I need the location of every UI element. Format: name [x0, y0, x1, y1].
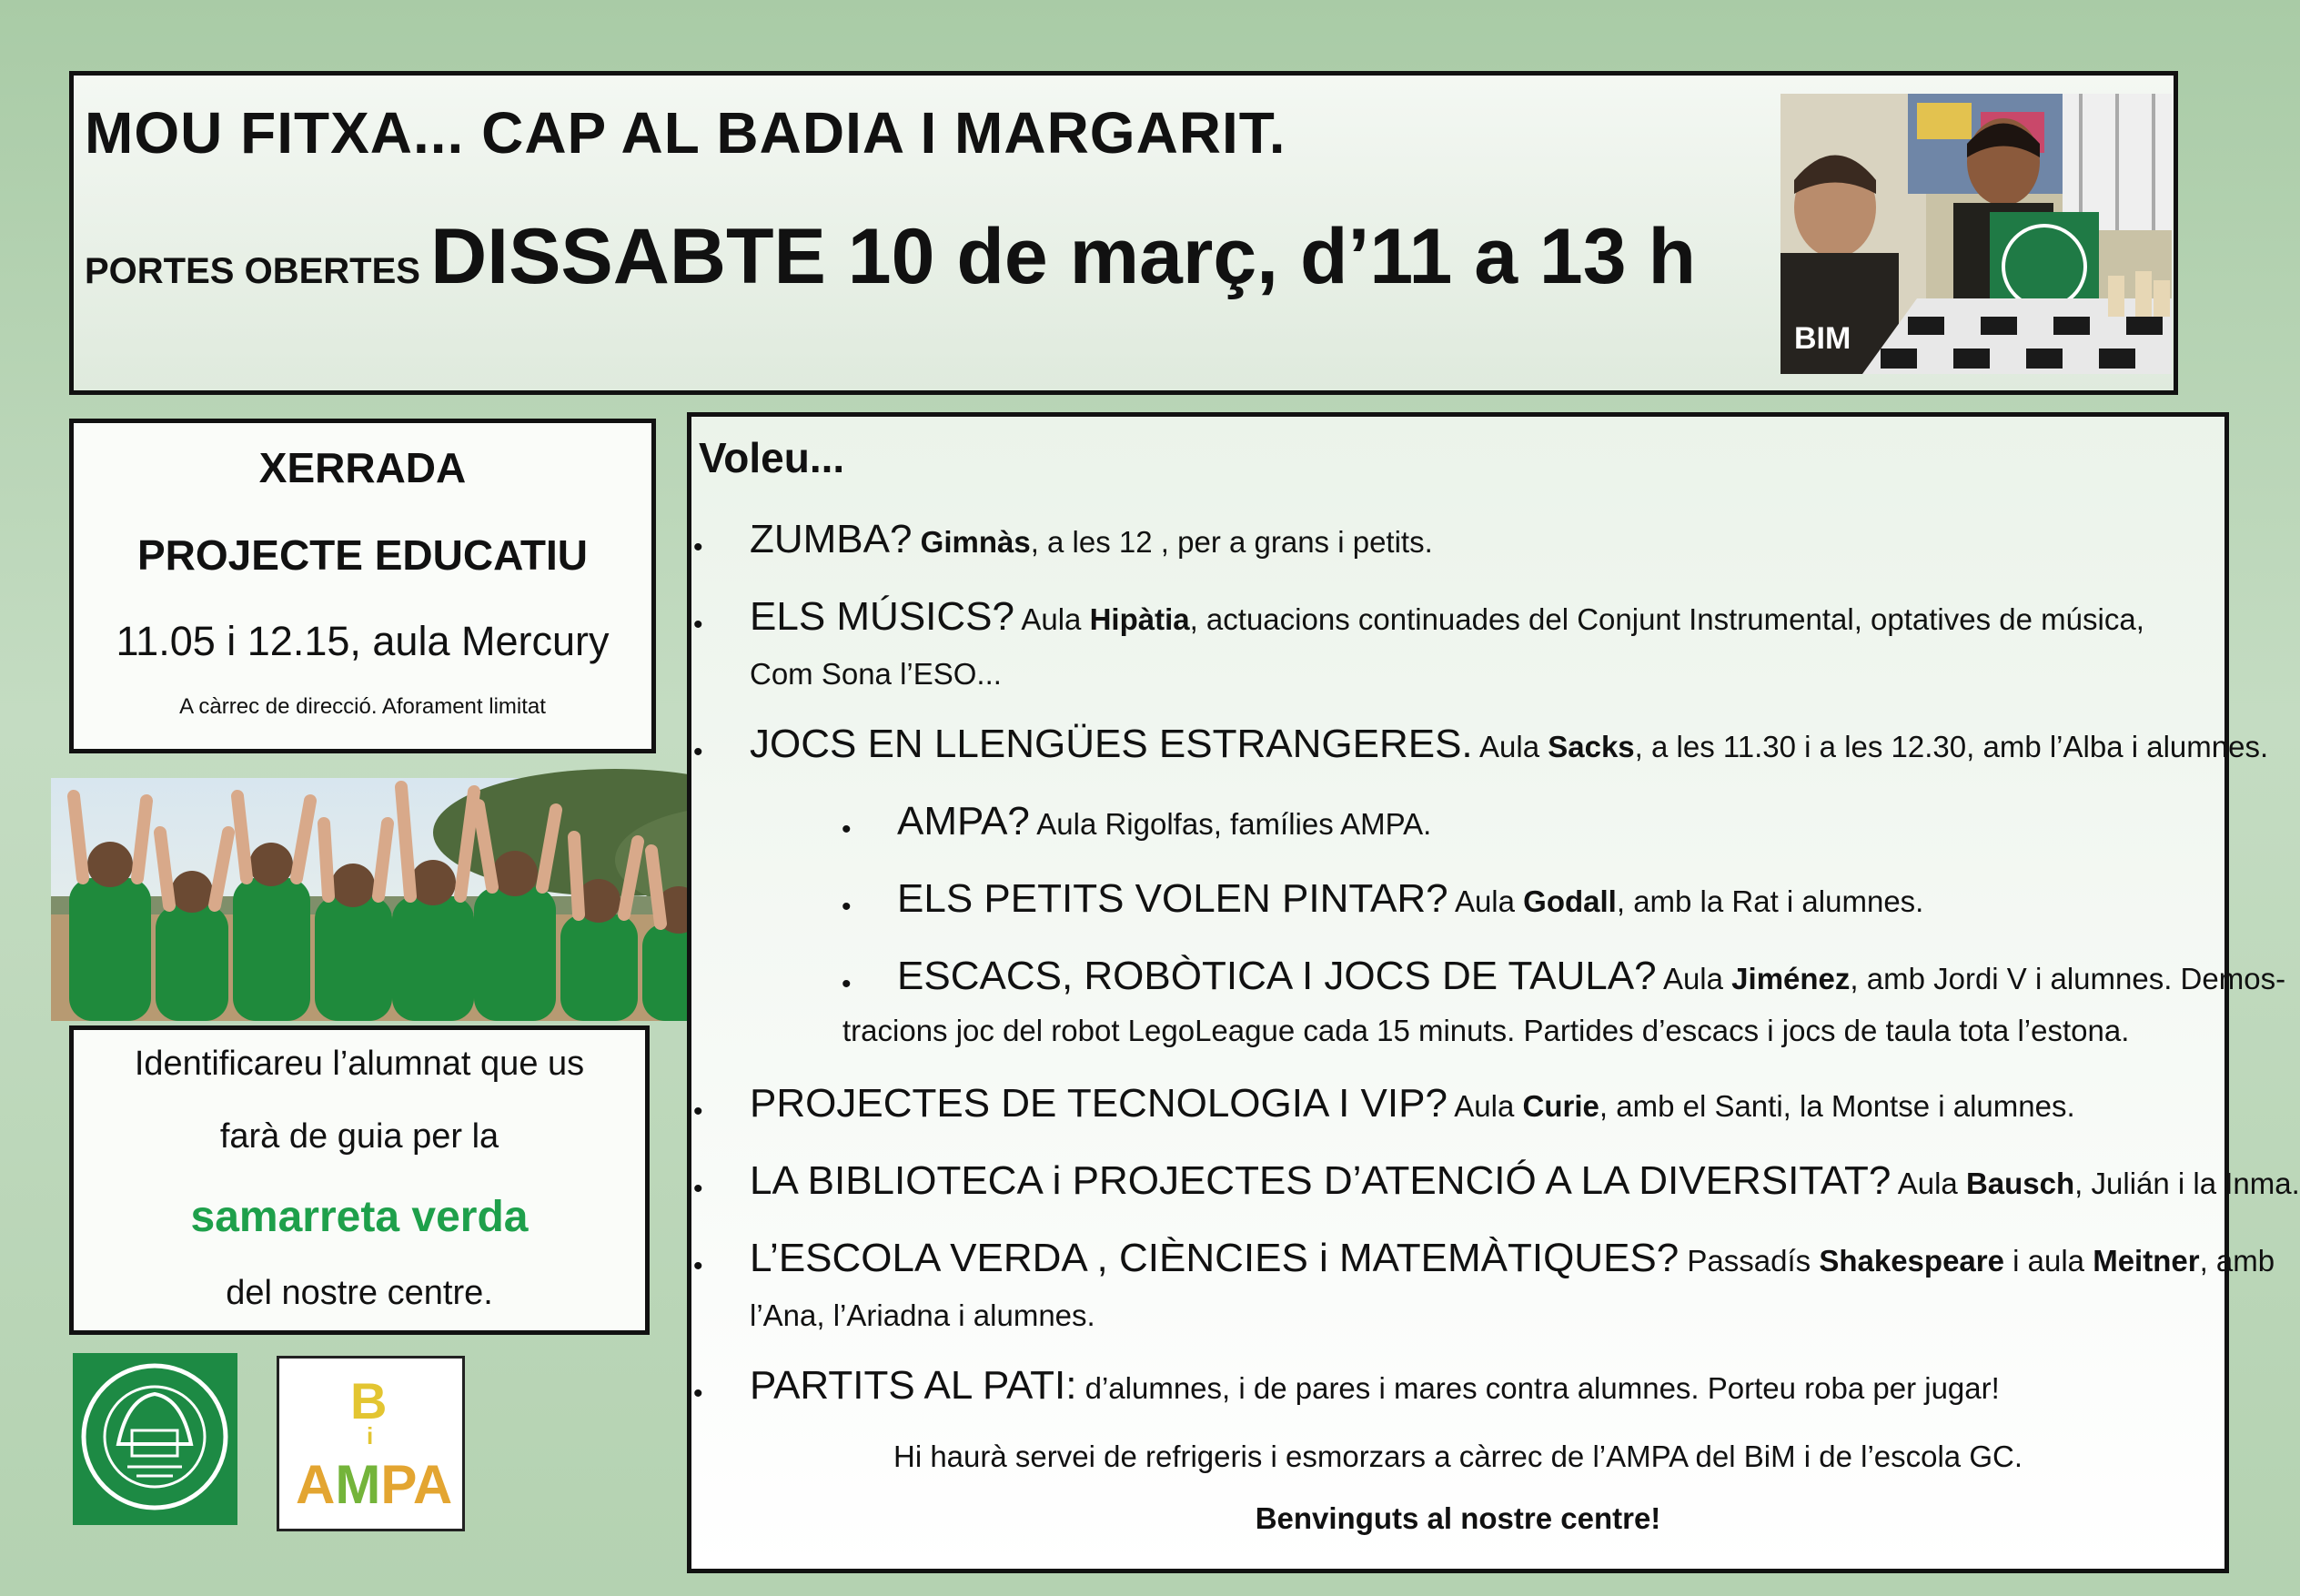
activity-detail: d’alumnes, i de pares i mares contra alumnes. Porteu roba per jugar! — [1076, 1371, 2000, 1405]
activity-topic: PARTITS AL PATI: — [750, 1363, 1077, 1408]
activity-item — [750, 1231, 2275, 1343]
activity-detail: , amb la Rat i alumnes. — [1616, 884, 1924, 918]
ampa-logo-m: M — [335, 1454, 381, 1515]
bullet-0: • — [693, 532, 703, 562]
activity-pre: Aula — [1656, 962, 1732, 995]
ampa-logo-text — [296, 1453, 452, 1516]
footer-services: Hi haurà servei de refrigeris i esmorzars a càrrec de l’AMPA del BiM i de l’escola GC. — [893, 1439, 2023, 1473]
talk-box — [69, 419, 656, 753]
activity-pre: Passadís — [1679, 1244, 1820, 1278]
ampa-logo-pa: PA — [380, 1454, 453, 1515]
page-title: MOU FITXA... CAP AL BADIA I MARGARIT. — [85, 100, 1286, 166]
activity-detail: , amb Jordi V i alumnes. Demos- — [1850, 962, 2286, 995]
activity-pre: Aula — [1447, 1089, 1523, 1123]
activity-topic: PROJECTES DE TECNOLOGIA I VIP? — [750, 1081, 1448, 1126]
activity-pre: Aula — [1014, 602, 1090, 636]
event-date — [85, 212, 1696, 302]
activity-item — [750, 1076, 2075, 1134]
activity-place: Curie — [1522, 1089, 1599, 1123]
activities-box — [687, 412, 2300, 1573]
activity-topic: ESCACS, ROBÒTICA I JOCS DE TAULA? — [897, 954, 1657, 998]
activity-detail: , amb — [2199, 1244, 2275, 1278]
activity-item — [897, 949, 2285, 1006]
activity-pre: Aula — [1448, 884, 1524, 918]
footer-welcome: Benvinguts al nostre centre! — [1255, 1501, 1661, 1535]
activity-detail: Aula Rigolfas, famílies AMPA. — [1029, 807, 1432, 841]
bullet-8: • — [693, 1251, 703, 1281]
activity-topic: ZUMBA? — [750, 517, 913, 561]
guide-line-2: farà de guia per la — [219, 1117, 499, 1156]
activity-detail: , actuacions continuades del Conjunt Instrumental, optatives de música, — [1189, 602, 2144, 636]
activity-place: Jiménez — [1731, 962, 1851, 995]
activity-item — [897, 794, 1431, 852]
talk-note: A càrrec de direcció. Aforament limitat — [179, 694, 546, 719]
activity-detail: , a les 12 , per a grans i petits. — [1030, 525, 1433, 559]
activity-pre: Aula — [1472, 730, 1548, 763]
activity-topic: AMPA? — [897, 799, 1030, 843]
date-prefix: PORTES OBERTES — [85, 251, 431, 291]
activity-detail: , amb el Santi, la Montse i alumnes. — [1599, 1089, 2075, 1123]
activity-place: Sacks — [1548, 730, 1635, 763]
activity-detail: , Julián i la Inma. — [2074, 1167, 2300, 1200]
activity-topic: JOCS EN LLENGÜES ESTRANGERES. — [750, 722, 1473, 766]
activity-item — [897, 872, 1923, 929]
activity-topic: L’ESCOLA VERDA , CIÈNCIES i MATEMÀTIQUES? — [750, 1236, 1680, 1280]
activity-item — [750, 590, 2205, 702]
bullet-9: • — [693, 1379, 703, 1409]
date-main: DISSABTE 10 de març, d’11 a 13 h — [430, 213, 1697, 300]
bullet-6: • — [693, 1096, 703, 1126]
activity-detail-cont: l’Ana, l’Ariadna i alumnes. — [750, 1298, 1095, 1332]
bullet-4: • — [842, 892, 852, 922]
institut-logo — [73, 1353, 237, 1525]
talk-subheading: PROJECTE EDUCATIU — [137, 531, 588, 579]
activity-pre — [912, 525, 920, 559]
talk-schedule: 11.05 i 12.15, aula Mercury — [116, 618, 610, 664]
talk-heading: XERRADA — [258, 444, 467, 491]
bullet-7: • — [693, 1174, 703, 1204]
activity-place: Godall — [1523, 884, 1617, 918]
bullet-5: • — [842, 969, 852, 999]
guide-box — [69, 1025, 650, 1335]
activity-detail-cont: Com Sona l’ESO... — [750, 657, 1002, 691]
guide-highlight: samarreta verda — [190, 1193, 529, 1241]
activity-place: Gimnàs — [920, 525, 1031, 559]
ampa-logo-b: B — [350, 1372, 388, 1429]
header-banner — [69, 71, 2178, 395]
svg-text:BIM: BIM — [1794, 321, 1851, 356]
bullet-1: • — [693, 610, 703, 640]
activity-place: Hipàtia — [1089, 602, 1190, 636]
activity-item — [750, 512, 1433, 570]
activity-item — [750, 1359, 2000, 1416]
activity-item — [750, 717, 2268, 774]
guide-line-1: Identificareu l’alumnat que us — [134, 1045, 585, 1083]
activity-pre: Aula — [1891, 1167, 1966, 1200]
guide-line-3: del nostre centre. — [226, 1274, 493, 1312]
activity-item — [750, 1154, 2300, 1211]
activity-place-2: Meitner — [2093, 1244, 2200, 1278]
bullet-3: • — [842, 814, 852, 844]
ampa-logo-i: i — [367, 1422, 374, 1450]
bullet-2: • — [693, 737, 703, 767]
activity-detail: , a les 11.30 i a les 12.30, amb l’Alba i alumnes. — [1634, 730, 2269, 763]
activity-place: Shakespeare — [1819, 1244, 2004, 1278]
ampa-logo — [277, 1356, 465, 1531]
activity-detail-cont: tracions joc del robot LegoLeague cada 15 minuts. Partides d’escacs i jocs de taula tota l’estona. — [842, 1014, 2130, 1047]
activities-heading: Voleu... — [699, 434, 845, 481]
students-chess-photo — [1780, 94, 2172, 374]
activity-topic: ELS PETITS VOLEN PINTAR? — [897, 876, 1448, 921]
activity-topic: ELS MÚSICS? — [750, 594, 1014, 639]
activity-mid: i aula — [2003, 1244, 2093, 1278]
ampa-logo-a: A — [296, 1454, 336, 1515]
activity-place: Bausch — [1965, 1167, 2075, 1200]
activity-topic: LA BIBLIOTECA i PROJECTES D’ATENCIÓ A LA DIVERSITAT? — [750, 1158, 1891, 1203]
